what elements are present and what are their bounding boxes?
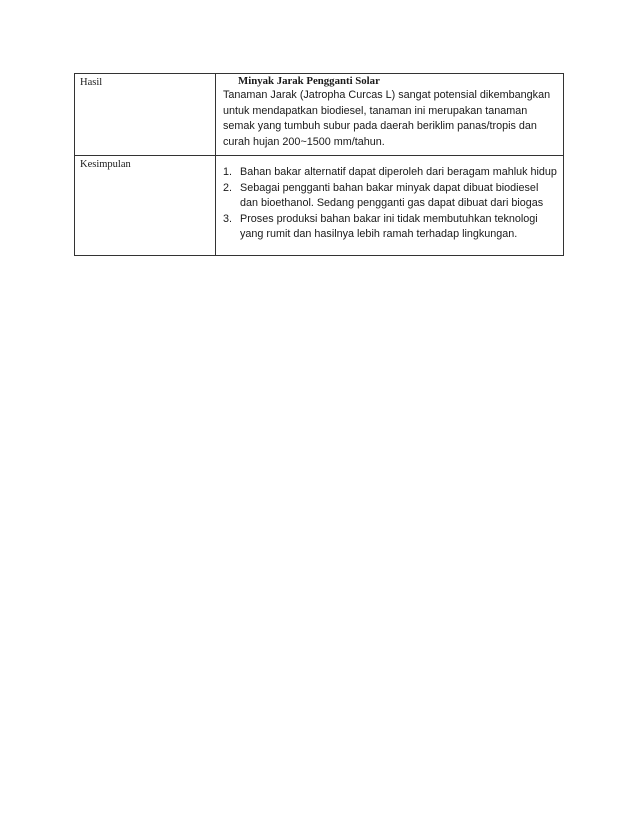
list-item xyxy=(223,181,559,212)
table-row-kesimpulan xyxy=(75,156,564,256)
report-table xyxy=(74,73,564,256)
list-item-text: Bahan bakar alternatif dapat diperoleh dari beragam mahluk hidup xyxy=(240,166,557,178)
hasil-paragraph: Tanaman Jarak (Jatropha Curcas L) sangat potensial dikembangkan untuk mendapatkan biodiesel, tanaman ini merupakan tanaman semak yang tumbuh subur pada daerah beriklim panas/tropis dan curah hujan 200~1500 mm/tahun. xyxy=(223,89,551,148)
conclusion-list xyxy=(223,165,559,243)
table-row-hasil xyxy=(75,74,564,156)
list-item-text: Proses produksi bahan bakar ini tidak membutuhkan teknologi yang rumit dan hasilnya lebih ramah terhadap lingkungan. xyxy=(240,212,538,240)
hasil-content xyxy=(216,74,564,156)
hasil-title: Minyak Jarak Pengganti Solar xyxy=(238,75,380,87)
row-label-kesimpulan: Kesimpulan xyxy=(75,156,216,256)
list-item-number: 1. xyxy=(223,166,233,178)
list-item-text: Sebagai pengganti bahan bakar minyak dapat dibuat biodiesel dan bioethanol. Sedang pengganti gas dapat dibuat dari biogas xyxy=(240,181,544,209)
list-item-number: 3. xyxy=(223,212,233,225)
kesimpulan-content xyxy=(216,156,564,256)
list-item-number: 2. xyxy=(223,181,233,194)
list-item xyxy=(223,165,559,181)
list-item xyxy=(223,212,559,243)
row-label-hasil: Hasil xyxy=(75,74,216,156)
